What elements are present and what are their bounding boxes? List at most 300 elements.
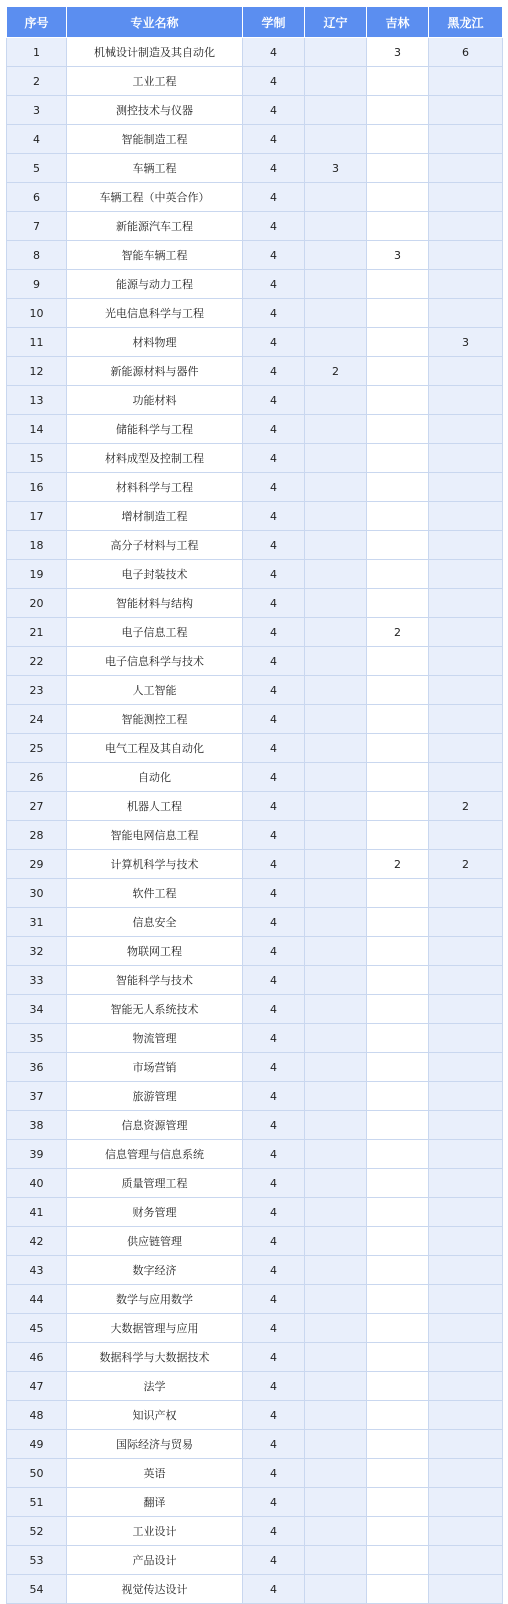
cell-liaoning [305,1401,367,1430]
table-row [7,1285,503,1314]
cell-duration: 4 [243,618,305,647]
cell-major-name: 国际经济与贸易 [67,1430,243,1459]
cell-heilongjiang [429,212,503,241]
cell-major-name: 材料成型及控制工程 [67,444,243,473]
cell-liaoning [305,1024,367,1053]
cell-liaoning [305,763,367,792]
cell-major-name: 视觉传达设计 [67,1575,243,1604]
cell-heilongjiang [429,1256,503,1285]
cell-major-name: 增材制造工程 [67,502,243,531]
cell-liaoning [305,850,367,879]
cell-major-name: 光电信息科学与工程 [67,299,243,328]
cell-duration: 4 [243,1198,305,1227]
cell-liaoning [305,1082,367,1111]
cell-duration: 4 [243,1053,305,1082]
cell-major-name: 计算机科学与技术 [67,850,243,879]
cell-jilin [367,1488,429,1517]
header-heilongjiang: 黑龙江 [429,7,503,38]
cell-jilin [367,1140,429,1169]
table-row [7,67,503,96]
cell-duration: 4 [243,531,305,560]
cell-duration: 4 [243,1140,305,1169]
cell-major-name: 智能材料与结构 [67,589,243,618]
cell-major-name: 测控技术与仪器 [67,96,243,125]
cell-jilin [367,879,429,908]
table-row [7,502,503,531]
cell-jilin: 3 [367,241,429,270]
cell-index: 54 [7,1575,67,1604]
cell-major-name: 材料物理 [67,328,243,357]
cell-liaoning [305,937,367,966]
cell-index: 33 [7,966,67,995]
cell-duration: 4 [243,908,305,937]
cell-index: 38 [7,1111,67,1140]
cell-index: 18 [7,531,67,560]
cell-major-name: 信息安全 [67,908,243,937]
cell-major-name: 自动化 [67,763,243,792]
header-duration: 学制 [243,7,305,38]
cell-index: 13 [7,386,67,415]
table-row [7,1343,503,1372]
cell-liaoning [305,67,367,96]
cell-duration: 4 [243,1285,305,1314]
cell-jilin [367,125,429,154]
cell-liaoning [305,908,367,937]
cell-jilin [367,1343,429,1372]
cell-index: 40 [7,1169,67,1198]
table-row [7,850,503,879]
cell-jilin [367,1285,429,1314]
cell-jilin [367,212,429,241]
cell-major-name: 机器人工程 [67,792,243,821]
cell-duration: 4 [243,270,305,299]
cell-index: 2 [7,67,67,96]
cell-major-name: 信息资源管理 [67,1111,243,1140]
cell-major-name: 材料科学与工程 [67,473,243,502]
table-row [7,879,503,908]
cell-liaoning [305,241,367,270]
cell-jilin [367,1256,429,1285]
cell-heilongjiang [429,1285,503,1314]
cell-heilongjiang [429,1024,503,1053]
table-row [7,531,503,560]
cell-jilin [367,357,429,386]
cell-major-name: 电子信息工程 [67,618,243,647]
cell-liaoning [305,966,367,995]
cell-duration: 4 [243,995,305,1024]
cell-duration: 4 [243,763,305,792]
cell-heilongjiang [429,357,503,386]
cell-jilin [367,966,429,995]
cell-duration: 4 [243,299,305,328]
cell-jilin [367,937,429,966]
cell-index: 48 [7,1401,67,1430]
cell-index: 50 [7,1459,67,1488]
cell-major-name: 大数据管理与应用 [67,1314,243,1343]
cell-index: 22 [7,647,67,676]
table-row [7,1401,503,1430]
cell-liaoning [305,38,367,67]
table-row [7,1198,503,1227]
header-index: 序号 [7,7,67,38]
cell-jilin [367,531,429,560]
cell-duration: 4 [243,473,305,502]
cell-heilongjiang [429,183,503,212]
cell-jilin [367,444,429,473]
table-row [7,995,503,1024]
cell-jilin: 2 [367,850,429,879]
cell-heilongjiang [429,560,503,589]
cell-heilongjiang [429,589,503,618]
table-row [7,1430,503,1459]
cell-major-name: 知识产权 [67,1401,243,1430]
cell-jilin [367,1372,429,1401]
cell-major-name: 产品设计 [67,1546,243,1575]
table-row [7,154,503,183]
cell-liaoning [305,1575,367,1604]
cell-heilongjiang [429,154,503,183]
cell-index: 35 [7,1024,67,1053]
cell-major-name: 供应链管理 [67,1227,243,1256]
cell-liaoning [305,299,367,328]
table-row [7,299,503,328]
cell-duration: 4 [243,1111,305,1140]
cell-index: 46 [7,1343,67,1372]
cell-heilongjiang [429,647,503,676]
cell-index: 37 [7,1082,67,1111]
table-row [7,1169,503,1198]
table-row [7,937,503,966]
cell-liaoning [305,1314,367,1343]
cell-heilongjiang [429,1169,503,1198]
cell-liaoning [305,96,367,125]
cell-heilongjiang [429,1227,503,1256]
cell-liaoning [305,589,367,618]
cell-duration: 4 [243,1256,305,1285]
cell-jilin [367,1198,429,1227]
cell-duration: 4 [243,560,305,589]
table-row [7,1488,503,1517]
cell-liaoning [305,1053,367,1082]
cell-major-name: 法学 [67,1372,243,1401]
cell-major-name: 机械设计制造及其自动化 [67,38,243,67]
cell-index: 24 [7,705,67,734]
cell-jilin [367,96,429,125]
cell-jilin [367,792,429,821]
cell-index: 5 [7,154,67,183]
cell-major-name: 人工智能 [67,676,243,705]
cell-index: 11 [7,328,67,357]
cell-jilin [367,386,429,415]
cell-liaoning [305,1227,367,1256]
cell-index: 20 [7,589,67,618]
cell-duration: 4 [243,792,305,821]
cell-heilongjiang [429,763,503,792]
table-row [7,966,503,995]
cell-duration: 4 [243,125,305,154]
cell-heilongjiang: 2 [429,850,503,879]
cell-jilin [367,1430,429,1459]
cell-jilin [367,734,429,763]
table-row [7,589,503,618]
cell-liaoning [305,1285,367,1314]
cell-heilongjiang [429,1198,503,1227]
cell-major-name: 旅游管理 [67,1082,243,1111]
cell-duration: 4 [243,937,305,966]
cell-liaoning [305,734,367,763]
cell-liaoning [305,1343,367,1372]
table-body [7,38,503,1604]
cell-major-name: 新能源汽车工程 [67,212,243,241]
cell-liaoning: 3 [305,154,367,183]
cell-index: 47 [7,1372,67,1401]
cell-liaoning [305,1459,367,1488]
cell-index: 45 [7,1314,67,1343]
cell-index: 23 [7,676,67,705]
cell-jilin [367,676,429,705]
cell-heilongjiang [429,705,503,734]
cell-major-name: 软件工程 [67,879,243,908]
cell-heilongjiang [429,1517,503,1546]
cell-heilongjiang [429,1053,503,1082]
cell-index: 10 [7,299,67,328]
cell-heilongjiang [429,270,503,299]
table-container [6,6,502,1604]
cell-liaoning [305,1111,367,1140]
header-major-name: 专业名称 [67,7,243,38]
cell-major-name: 功能材料 [67,386,243,415]
cell-heilongjiang [429,821,503,850]
table-row [7,792,503,821]
cell-index: 43 [7,1256,67,1285]
cell-duration: 4 [243,1082,305,1111]
cell-index: 41 [7,1198,67,1227]
cell-index: 7 [7,212,67,241]
cell-index: 27 [7,792,67,821]
cell-duration: 4 [243,96,305,125]
cell-liaoning [305,1517,367,1546]
cell-liaoning [305,792,367,821]
cell-index: 32 [7,937,67,966]
table-row [7,1082,503,1111]
table-row [7,357,503,386]
cell-index: 1 [7,38,67,67]
cell-heilongjiang [429,937,503,966]
cell-heilongjiang [429,1140,503,1169]
cell-major-name: 市场营销 [67,1053,243,1082]
cell-heilongjiang [429,125,503,154]
cell-major-name: 高分子材料与工程 [67,531,243,560]
cell-heilongjiang [429,1459,503,1488]
cell-major-name: 工业工程 [67,67,243,96]
cell-liaoning [305,212,367,241]
cell-duration: 4 [243,415,305,444]
cell-heilongjiang [429,67,503,96]
cell-liaoning [305,183,367,212]
cell-duration: 4 [243,1430,305,1459]
cell-index: 3 [7,96,67,125]
table-row [7,1517,503,1546]
table-row [7,647,503,676]
cell-jilin [367,821,429,850]
cell-index: 29 [7,850,67,879]
cell-heilongjiang [429,1401,503,1430]
cell-index: 52 [7,1517,67,1546]
cell-index: 51 [7,1488,67,1517]
cell-heilongjiang [429,1111,503,1140]
cell-liaoning [305,618,367,647]
cell-jilin [367,1575,429,1604]
cell-heilongjiang [429,1546,503,1575]
table-row [7,444,503,473]
table-row [7,96,503,125]
cell-major-name: 电子封装技术 [67,560,243,589]
cell-liaoning: 2 [305,357,367,386]
cell-duration: 4 [243,67,305,96]
table-row [7,618,503,647]
cell-heilongjiang [429,1575,503,1604]
cell-index: 14 [7,415,67,444]
cell-duration: 4 [243,1517,305,1546]
cell-jilin [367,1169,429,1198]
cell-heilongjiang [429,1488,503,1517]
cell-duration: 4 [243,1372,305,1401]
cell-major-name: 电气工程及其自动化 [67,734,243,763]
cell-index: 53 [7,1546,67,1575]
cell-heilongjiang: 2 [429,792,503,821]
cell-index: 25 [7,734,67,763]
cell-major-name: 电子信息科学与技术 [67,647,243,676]
cell-index: 15 [7,444,67,473]
cell-jilin [367,647,429,676]
cell-major-name: 财务管理 [67,1198,243,1227]
cell-major-name: 数学与应用数学 [67,1285,243,1314]
cell-major-name: 储能科学与工程 [67,415,243,444]
cell-major-name: 车辆工程 [67,154,243,183]
header-liaoning: 辽宁 [305,7,367,38]
cell-major-name: 智能制造工程 [67,125,243,154]
cell-duration: 4 [243,328,305,357]
table-row [7,1227,503,1256]
cell-heilongjiang [429,473,503,502]
cell-heilongjiang [429,386,503,415]
cell-jilin [367,154,429,183]
cell-index: 17 [7,502,67,531]
cell-liaoning [305,386,367,415]
cell-jilin [367,1024,429,1053]
cell-major-name: 车辆工程（中英合作） [67,183,243,212]
cell-duration: 4 [243,1459,305,1488]
cell-jilin [367,995,429,1024]
cell-major-name: 质量管理工程 [67,1169,243,1198]
cell-duration: 4 [243,241,305,270]
cell-heilongjiang [429,1082,503,1111]
cell-liaoning [305,647,367,676]
cell-duration: 4 [243,879,305,908]
cell-heilongjiang: 3 [429,328,503,357]
cell-duration: 4 [243,705,305,734]
table-row [7,183,503,212]
cell-index: 21 [7,618,67,647]
table-row [7,1575,503,1604]
cell-jilin [367,183,429,212]
table-row [7,328,503,357]
table-row [7,1459,503,1488]
cell-index: 39 [7,1140,67,1169]
cell-liaoning [305,125,367,154]
cell-jilin [367,1082,429,1111]
cell-duration: 4 [243,821,305,850]
cell-liaoning [305,444,367,473]
cell-heilongjiang [429,908,503,937]
cell-index: 28 [7,821,67,850]
cell-liaoning [305,1140,367,1169]
cell-heilongjiang [429,444,503,473]
table-row [7,270,503,299]
cell-liaoning [305,676,367,705]
table-row [7,1111,503,1140]
cell-index: 4 [7,125,67,154]
table-row [7,1372,503,1401]
cell-liaoning [305,473,367,502]
cell-jilin [367,1401,429,1430]
cell-heilongjiang [429,415,503,444]
cell-liaoning [305,1256,367,1285]
cell-jilin [367,1546,429,1575]
cell-duration: 4 [243,966,305,995]
cell-liaoning [305,531,367,560]
cell-duration: 4 [243,38,305,67]
table-row [7,241,503,270]
cell-jilin [367,67,429,96]
cell-jilin [367,908,429,937]
table-row [7,560,503,589]
table-row [7,705,503,734]
cell-heilongjiang [429,995,503,1024]
table-row [7,1024,503,1053]
cell-index: 8 [7,241,67,270]
cell-major-name: 智能电网信息工程 [67,821,243,850]
cell-index: 44 [7,1285,67,1314]
cell-major-name: 工业设计 [67,1517,243,1546]
cell-liaoning [305,1198,367,1227]
cell-jilin [367,270,429,299]
cell-duration: 4 [243,183,305,212]
cell-major-name: 智能车辆工程 [67,241,243,270]
cell-duration: 4 [243,734,305,763]
cell-index: 19 [7,560,67,589]
cell-index: 36 [7,1053,67,1082]
cell-heilongjiang [429,502,503,531]
cell-liaoning [305,560,367,589]
table-row [7,763,503,792]
cell-liaoning [305,502,367,531]
cell-heilongjiang: 6 [429,38,503,67]
table-row [7,676,503,705]
table-row [7,386,503,415]
table-row [7,734,503,763]
cell-major-name: 英语 [67,1459,243,1488]
table-row [7,212,503,241]
cell-duration: 4 [243,1169,305,1198]
cell-major-name: 数字经济 [67,1256,243,1285]
cell-major-name: 智能科学与技术 [67,966,243,995]
cell-jilin: 3 [367,38,429,67]
cell-index: 9 [7,270,67,299]
cell-index: 16 [7,473,67,502]
cell-duration: 4 [243,1343,305,1372]
cell-heilongjiang [429,676,503,705]
